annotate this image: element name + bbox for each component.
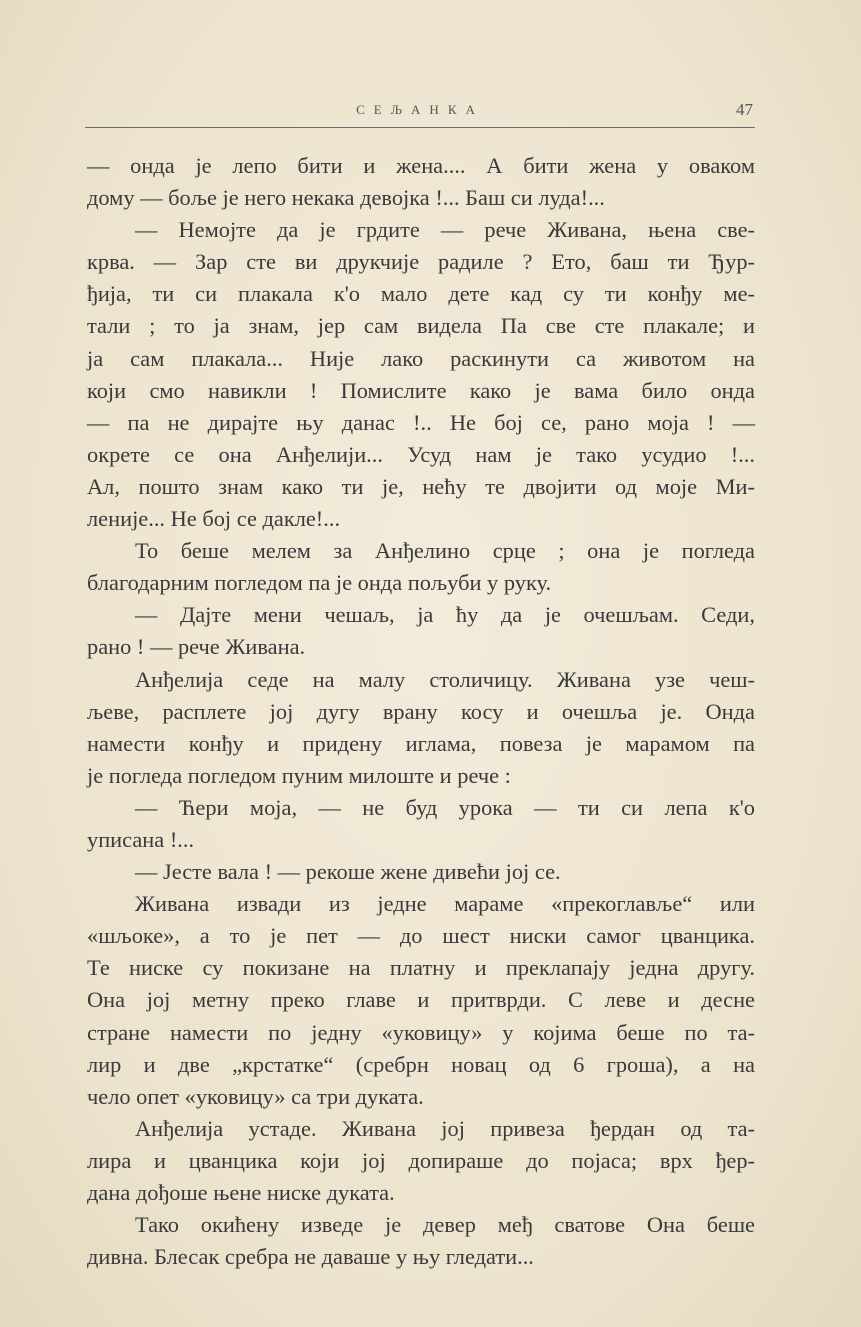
text-line: дана дођоше њене ниске дуката. xyxy=(87,1180,395,1205)
text-line: — па не дирајте њу данас !.. Не бој се, рано моја ! — xyxy=(87,409,755,435)
text-line: Те ниске су покизане на платну и преклапају једна другу. xyxy=(87,955,755,981)
text-line: леније... Не бој се дакле!... xyxy=(87,506,341,532)
text-line: ђија, ти си плакала к'о мало дете кад су ти конђу ме- xyxy=(87,281,755,307)
text-line: који смо навикли ! Помислите како је вама било онда xyxy=(87,377,755,403)
text-line: чело опет «уковицу» са три дуката. xyxy=(87,1083,424,1109)
text-line: То беше мелем за Анђелино срце ; она је погледа xyxy=(135,538,755,564)
text-line: љеве, расплете јој дугу врану косу и очешља је. Онда xyxy=(87,698,755,724)
text-line: уписана !... xyxy=(87,826,195,852)
text-line: ја сам плакала... Није лако раскинути са животом на xyxy=(87,345,755,371)
text-line: крва. — Зар сте ви друкчије радиле ? Ето, баш ти Ђур- xyxy=(87,249,755,275)
text-line: тали ; то ја знам, јер сам видела Па све сте плакале; и xyxy=(87,313,755,339)
page-number: 47 xyxy=(736,100,753,119)
text-line: — Немојте да је грдите — рече Живана, њена све- xyxy=(135,217,755,243)
text-line: намести конђу и придену иглама, повеза је марамом па xyxy=(87,730,755,756)
text-line: Анђелија устаде. Живана јој привеза ђердан од та- xyxy=(135,1115,755,1141)
body-text xyxy=(87,150,755,1273)
header-rule xyxy=(85,127,755,128)
text-line: — Јесте вала ! — рекоше жене дивећи јој се. xyxy=(135,859,561,885)
text-line: Анђелија седе на малу столичицу. Живана узе чеш- xyxy=(135,666,755,692)
text-line: — Дајте мени чешаљ, ја ћу да је очешљам. Седи, xyxy=(135,602,755,628)
text-line: — онда је лепо бити и жена.... А бити жена у оваком xyxy=(87,153,755,178)
text-line: Живана извади из једне мараме «прекоглавље“ или xyxy=(135,891,755,917)
text-line: лир и две „крстатке“ (сребрн новац од 6 гроша), а на xyxy=(87,1051,755,1077)
text-line: дивна. Блесак сребра не даваше у њу гледати... xyxy=(87,1244,534,1270)
text-line: Ал, пошто знам како ти је, нећу те двојити од моје Ми- xyxy=(87,473,755,499)
text-line: Тако окићену изведе је девер међ сватове Она беше xyxy=(135,1212,755,1238)
text-line: је погледа погледом пуним милоште и рече : xyxy=(87,762,511,788)
running-title: СЕЉАНКА xyxy=(356,102,484,117)
page-header xyxy=(85,100,755,126)
text-line: рано ! — рече Живана. xyxy=(87,634,306,660)
text-line: — Ћери моја, — не буд урока — ти си лепа к'о xyxy=(135,794,755,820)
text-line: благодарним погледом па је онда пољуби у руку. xyxy=(87,570,552,596)
text-line: «шљоке», а то је пет — до шест ниски самог цванцика. xyxy=(87,923,755,949)
text-line: окрете се она Анђелији... Усуд нам је тако усудио !... xyxy=(87,441,755,467)
text-line: Она јој метну преко главе и притврди. С леве и десне xyxy=(87,987,755,1013)
text-line: лира и цванцика који јој допираше до појаса; врх ђер- xyxy=(87,1147,755,1173)
text-line: дому — боље је него некака девојка !... Баш си луда!... xyxy=(87,185,605,211)
text-line: стране намести по једну «уковицу» у којима беше по та- xyxy=(87,1019,755,1045)
